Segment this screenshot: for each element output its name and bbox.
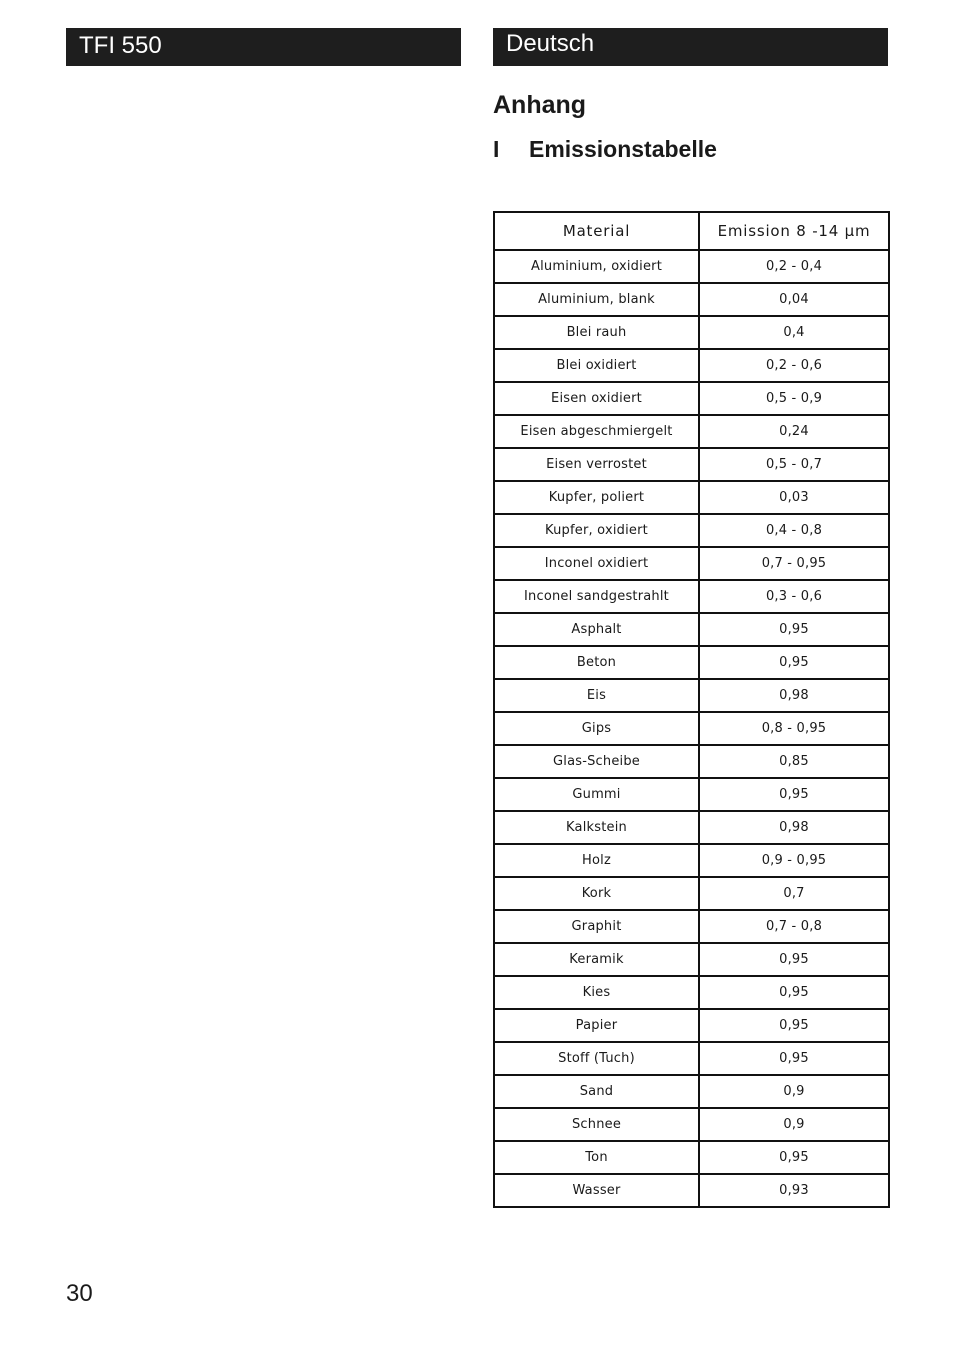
table-row: [494, 646, 889, 679]
emission-cell: 0,2 - 0,4: [699, 250, 889, 283]
emission-cell: 0,9: [699, 1108, 889, 1141]
emission-cell: 0,95: [699, 778, 889, 811]
section-title: Anhang: [493, 91, 587, 119]
emission-cell: 0,85: [699, 745, 889, 778]
table-row: [494, 415, 889, 448]
table-row: [494, 679, 889, 712]
emission-cell: 0,4: [699, 316, 889, 349]
table-row: [494, 250, 889, 283]
table-row: [494, 613, 889, 646]
material-cell: Gips: [494, 712, 699, 745]
emission-cell: 0,95: [699, 613, 889, 646]
material-cell: Eis: [494, 679, 699, 712]
material-cell: Wasser: [494, 1174, 699, 1207]
emission-cell: 0,98: [699, 679, 889, 712]
emission-cell: 0,7 - 0,8: [699, 910, 889, 943]
subsection-title: Emissionstabelle: [529, 136, 717, 162]
emission-cell: 0,24: [699, 415, 889, 448]
emission-cell: 0,03: [699, 481, 889, 514]
emission-cell: 0,9: [699, 1075, 889, 1108]
emission-cell: 0,2 - 0,6: [699, 349, 889, 382]
table-row: [494, 283, 889, 316]
emission-table-container: [493, 211, 888, 1208]
material-cell: Keramik: [494, 943, 699, 976]
material-cell: Holz: [494, 844, 699, 877]
table-row: [494, 1141, 889, 1174]
emission-cell: 0,9 - 0,95: [699, 844, 889, 877]
material-cell: Ton: [494, 1141, 699, 1174]
table-row: [494, 382, 889, 415]
emission-cell: 0,95: [699, 1042, 889, 1075]
table-row: [494, 448, 889, 481]
table-row: [494, 349, 889, 382]
model-name: TFI 550: [79, 32, 162, 59]
emission-cell: 0,7 - 0,95: [699, 547, 889, 580]
table-row: [494, 943, 889, 976]
table-row: [494, 481, 889, 514]
table-row: [494, 712, 889, 745]
table-row: [494, 976, 889, 1009]
table-row: [494, 1042, 889, 1075]
emission-table: [493, 211, 890, 1208]
table-row: [494, 1009, 889, 1042]
emission-cell: 0,95: [699, 1141, 889, 1174]
table-row: [494, 514, 889, 547]
material-cell: Kupfer, oxidiert: [494, 514, 699, 547]
material-cell: Eisen verrostet: [494, 448, 699, 481]
emission-cell: 0,5 - 0,7: [699, 448, 889, 481]
material-cell: Kies: [494, 976, 699, 1009]
table-row: [494, 844, 889, 877]
subsection-number: I: [493, 136, 500, 162]
material-cell: Asphalt: [494, 613, 699, 646]
language-header-bar: [493, 28, 888, 66]
material-cell: Schnee: [494, 1108, 699, 1141]
emission-cell: 0,8 - 0,95: [699, 712, 889, 745]
table-row: [494, 1174, 889, 1207]
material-cell: Eisen abgeschmiergelt: [494, 415, 699, 448]
material-cell: Kork: [494, 877, 699, 910]
emission-cell: 0,95: [699, 646, 889, 679]
table-row: [494, 910, 889, 943]
table-row: [494, 580, 889, 613]
table-row: [494, 877, 889, 910]
column-header-material: Material: [494, 212, 699, 250]
emission-cell: 0,5 - 0,9: [699, 382, 889, 415]
material-cell: Kupfer, poliert: [494, 481, 699, 514]
table-row: [494, 547, 889, 580]
material-cell: Papier: [494, 1009, 699, 1042]
emission-cell: 0,95: [699, 943, 889, 976]
table-row: [494, 1108, 889, 1141]
table-body: [494, 250, 889, 1207]
emission-cell: 0,95: [699, 976, 889, 1009]
material-cell: Blei rauh: [494, 316, 699, 349]
emission-cell: 0,95: [699, 1009, 889, 1042]
material-cell: Graphit: [494, 910, 699, 943]
table-row: [494, 811, 889, 844]
emission-cell: 0,98: [699, 811, 889, 844]
emission-cell: 0,4 - 0,8: [699, 514, 889, 547]
material-cell: Glas-Scheibe: [494, 745, 699, 778]
material-cell: Inconel sandgestrahlt: [494, 580, 699, 613]
emission-cell: 0,3 - 0,6: [699, 580, 889, 613]
page-number: 30: [66, 1280, 93, 1307]
column-header-emission: Emission 8 -14 µm: [699, 212, 889, 250]
material-cell: Inconel oxidiert: [494, 547, 699, 580]
material-cell: Gummi: [494, 778, 699, 811]
table-row: [494, 1075, 889, 1108]
subsection-heading: [493, 133, 717, 165]
material-cell: Aluminium, blank: [494, 283, 699, 316]
emission-cell: 0,04: [699, 283, 889, 316]
table-header-row: [494, 212, 889, 250]
table-row: [494, 745, 889, 778]
material-cell: Kalkstein: [494, 811, 699, 844]
material-cell: Blei oxidiert: [494, 349, 699, 382]
material-cell: Aluminium, oxidiert: [494, 250, 699, 283]
material-cell: Beton: [494, 646, 699, 679]
emission-cell: 0,93: [699, 1174, 889, 1207]
material-cell: Stoff (Tuch): [494, 1042, 699, 1075]
table-row: [494, 316, 889, 349]
material-cell: Sand: [494, 1075, 699, 1108]
material-cell: Eisen oxidiert: [494, 382, 699, 415]
table-row: [494, 778, 889, 811]
emission-cell: 0,7: [699, 877, 889, 910]
language-label: Deutsch: [506, 30, 595, 57]
model-header-bar: [66, 28, 461, 66]
